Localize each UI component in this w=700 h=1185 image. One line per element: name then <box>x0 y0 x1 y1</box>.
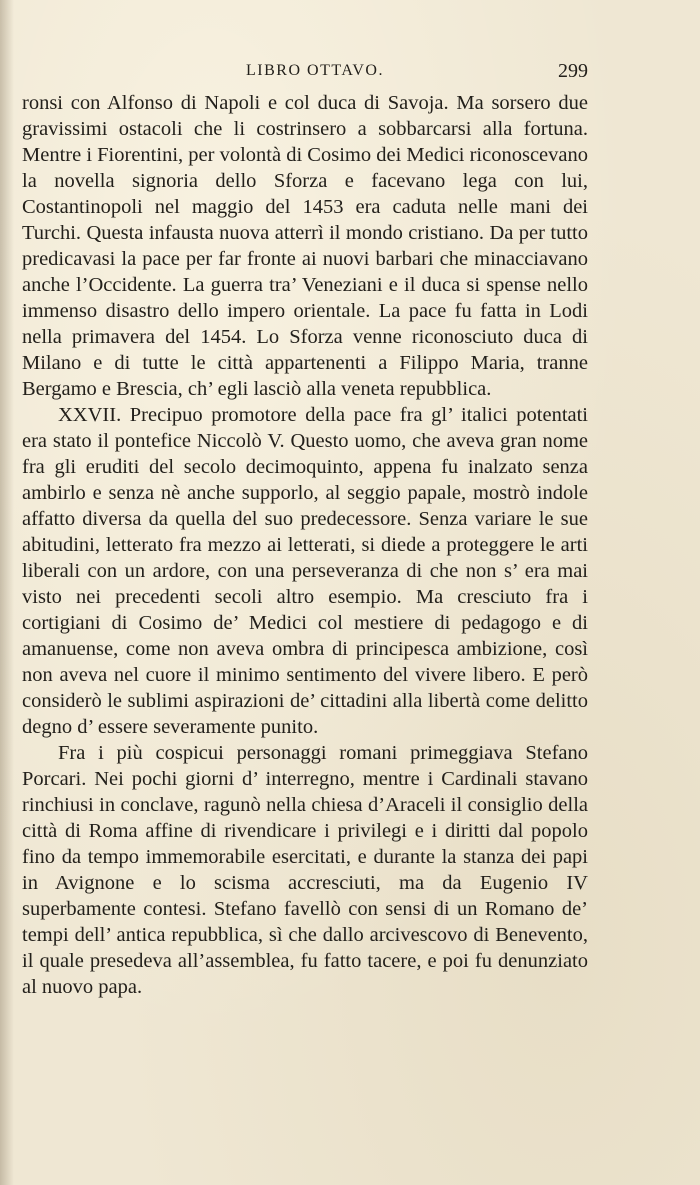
page-header <box>22 60 588 86</box>
paragraph-section-xxvii: XXVII. Precipuo promotore della pace fra gl’ italici potentati era stato il pontefice Niccolò V. Questo uomo, che aveva gran nome fra gli eruditi del secolo decimoquinto, appena fu inalzato senza ambirlo e senza nè anche supporlo, al seggio papale, mostrò indole affatto diversa da quella del suo predecessore. Senza variare le sue abitudini, letterato fra mezzo ai letterati, si diede a proteggere le arti liberali con un ardore, con una perseveranza di che non s’ era mai visto nei precedenti secoli altro esempio. Ma cresciuto fra i cortigiani di Cosimo de’ Medici col mestiere di pedagogo e di amanuense, come non aveva ombra di principesca ambizione, così non aveva nel cuore il minimo sentimento del vivere libero. E però considerò le sublimi aspirazioni de’ cittadini alla libertà come delitto degno d’ essere severamente punito. <box>22 404 588 738</box>
running-title: LIBRO OTTAVO. <box>246 62 384 79</box>
page-number: 299 <box>558 60 588 82</box>
paragraph-porcari: Fra i più cospicui personaggi romani primeggiava Stefano Porcari. Nei pochi giorni d’ interregno, mentre i Cardinali stavano rinchiusi in conclave, ragunò nella chiesa d’Araceli il consiglio della città di Roma affine di rivendicare i privilegi e i diritti dal popolo fino da tempo immemorabile esercitati, e durante la stanza dei papi in Avignone e lo scisma accresciuti, ma da Eugenio IV superbamente contesi. Stefano favellò con sensi di un Romano de’ tempi dell’ antica repubblica, sì che dallo arcivescovo di Benevento, il quale presedeva all’assemblea, fu fatto tacere, e poi fu denunziato al nuovo papa. <box>22 742 588 998</box>
binding-shadow <box>0 0 14 1185</box>
body-text <box>22 90 588 1000</box>
paragraph-continuation: ronsi con Alfonso di Napoli e col duca di Savoja. Ma sorsero due gravissimi ostacoli che li costrinsero a sobbarcarsi alla fortuna. Mentre i Fiorentini, per volontà di Cosimo dei Medici riconoscevano la novella signoria dello Sforza e facevano lega con lui, Costantinopoli nel maggio del 1453 era caduta nelle mani dei Turchi. Questa infausta nuova atterrì il mondo cristiano. Da per tutto predicavasi la pace per far fronte ai nuovi barbari che minacciavano anche l’Occidente. La guerra tra’ Veneziani e il duca si spense nello immenso disastro dello impero orientale. La pace fu fatta in Lodi nella primavera del 1454. Lo Sforza venne riconosciuto duca di Milano e di tutte le città appartenenti a Filippo Maria, tranne Bergamo e Brescia, ch’ egli lasciò alla veneta repubblica. <box>22 92 588 400</box>
